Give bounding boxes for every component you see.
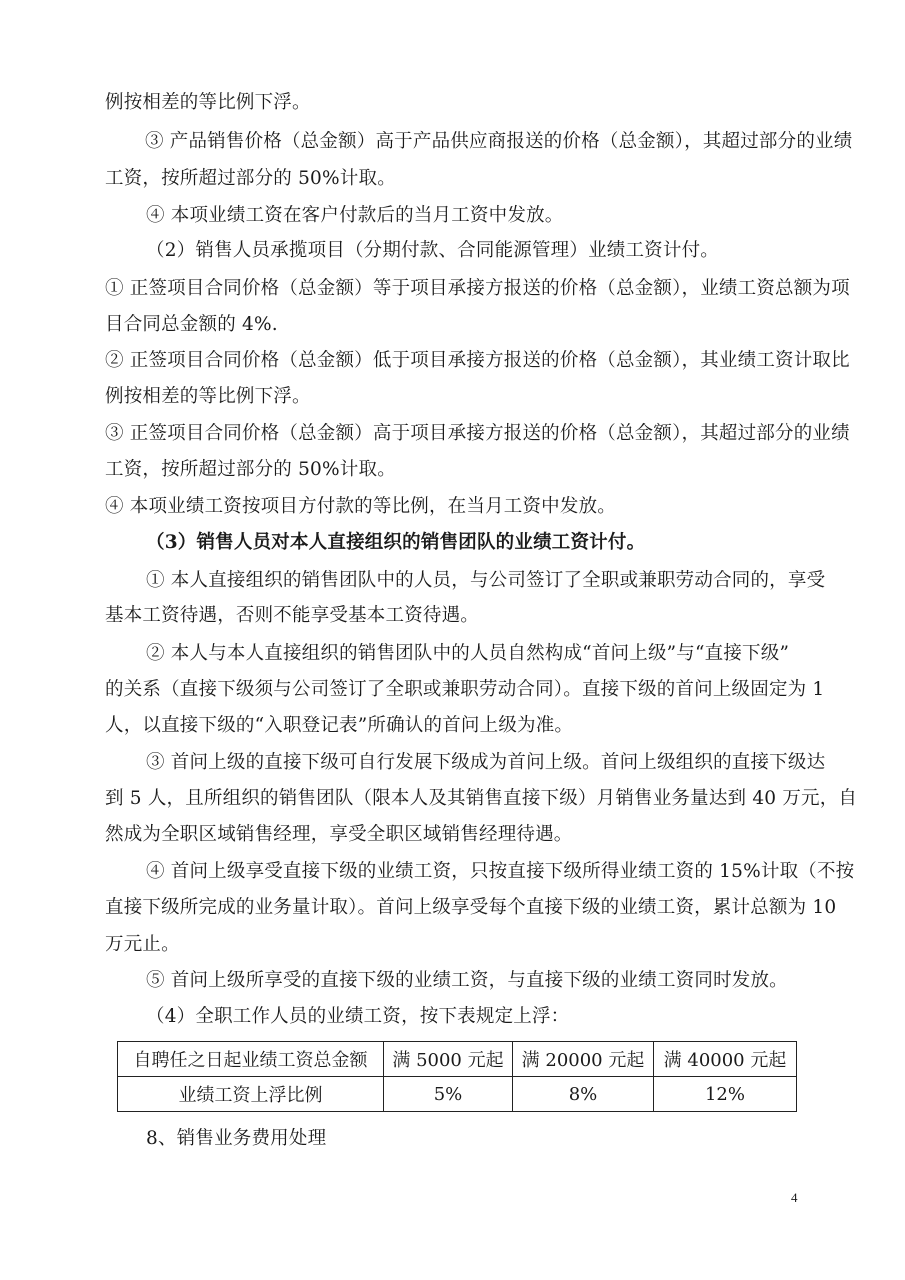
- text-line: 直接下级所完成的业务量计取）。首问上级享受每个直接下级的业绩工资，累计总额为 10: [105, 897, 837, 918]
- text-line: （2）销售人员承揽项目（分期付款、合同能源管理）业绩工资计付。: [146, 240, 719, 261]
- section-heading: （3）销售人员对本人直接组织的销售团队的业绩工资计付。: [146, 532, 646, 553]
- text-line: ② 正签项目合同价格（总金额）低于项目承接方报送的价格（总金额），其业绩工资计取比: [105, 350, 850, 371]
- table-row: [118, 1077, 797, 1112]
- wage-float-table: [117, 1041, 797, 1112]
- text-line: 人，以直接下级的“入职登记表”所确认的首问上级为准。: [105, 715, 574, 736]
- table-header-cell: 满 20000 元起: [513, 1042, 654, 1077]
- text-line: ① 本人直接组织的销售团队中的人员，与公司签订了全职或兼职劳动合同的，享受: [146, 570, 826, 591]
- text-line: ⑤ 首问上级所享受的直接下级的业绩工资，与直接下级的业绩工资同时发放。: [146, 970, 788, 991]
- text-line: ④ 本项业绩工资按项目方付款的等比例，在当月工资中发放。: [105, 496, 616, 517]
- section-heading: 8、销售业务费用处理: [146, 1128, 327, 1149]
- text-line: 基本工资待遇，否则不能享受基本工资待遇。: [105, 605, 480, 626]
- table-cell: 12%: [654, 1077, 797, 1112]
- text-line: ③ 正签项目合同价格（总金额）高于项目承接方报送的价格（总金额），其超过部分的业绩: [105, 423, 850, 444]
- text-line: 到 5 人，且所组织的销售团队（限本人及其销售直接下级）月销售业务量达到 40 万元，自: [105, 788, 858, 809]
- text-line: ③ 产品销售价格（总金额）高于产品供应商报送的价格（总金额），其超过部分的业绩: [145, 131, 853, 152]
- text-line: 例按相差的等比例下浮。: [105, 386, 311, 407]
- text-line: ① 正签项目合同价格（总金额）等于项目承接方报送的价格（总金额），业绩工资总额为项: [105, 278, 850, 299]
- text-line: ③ 首问上级的直接下级可自行发展下级成为首问上级。首问上级组织的直接下级达: [146, 752, 826, 773]
- text-line: 万元止。: [105, 934, 180, 955]
- text-line: ④ 本项业绩工资在客户付款后的当月工资中发放。: [146, 205, 564, 226]
- text-line: 例按相差的等比例下浮。: [105, 92, 311, 113]
- text-line: 目合同总金额的 4%.: [105, 314, 278, 335]
- text-line: 工资，按所超过部分的 50%计取。: [105, 168, 396, 189]
- text-line: （4）全职工作人员的业绩工资，按下表规定上浮：: [146, 1006, 570, 1027]
- text-line: 然成为全职区域销售经理，享受全职区域销售经理待遇。: [105, 824, 573, 845]
- table-header-cell: 满 40000 元起: [654, 1042, 797, 1077]
- text-line: 的关系（直接下级须与公司签订了全职或兼职劳动合同）。直接下级的首问上级固定为 1: [105, 679, 825, 700]
- page-number: 4: [791, 1190, 798, 1205]
- text-line: 工资，按所超过部分的 50%计取。: [105, 459, 396, 480]
- table-header-cell: 满 5000 元起: [384, 1042, 513, 1077]
- table-cell: 业绩工资上浮比例: [118, 1077, 384, 1112]
- text-line: ④ 首问上级享受直接下级的业绩工资，只按直接下级所得业绩工资的 15%计取（不按: [146, 861, 855, 882]
- table-header-cell: 自聘任之日起业绩工资总金额: [118, 1042, 384, 1077]
- table-row: [118, 1042, 797, 1077]
- table-cell: 8%: [513, 1077, 654, 1112]
- text-line: ② 本人与本人直接组织的销售团队中的人员自然构成“首问上级”与“直接下级”: [146, 643, 790, 664]
- table-cell: 5%: [384, 1077, 513, 1112]
